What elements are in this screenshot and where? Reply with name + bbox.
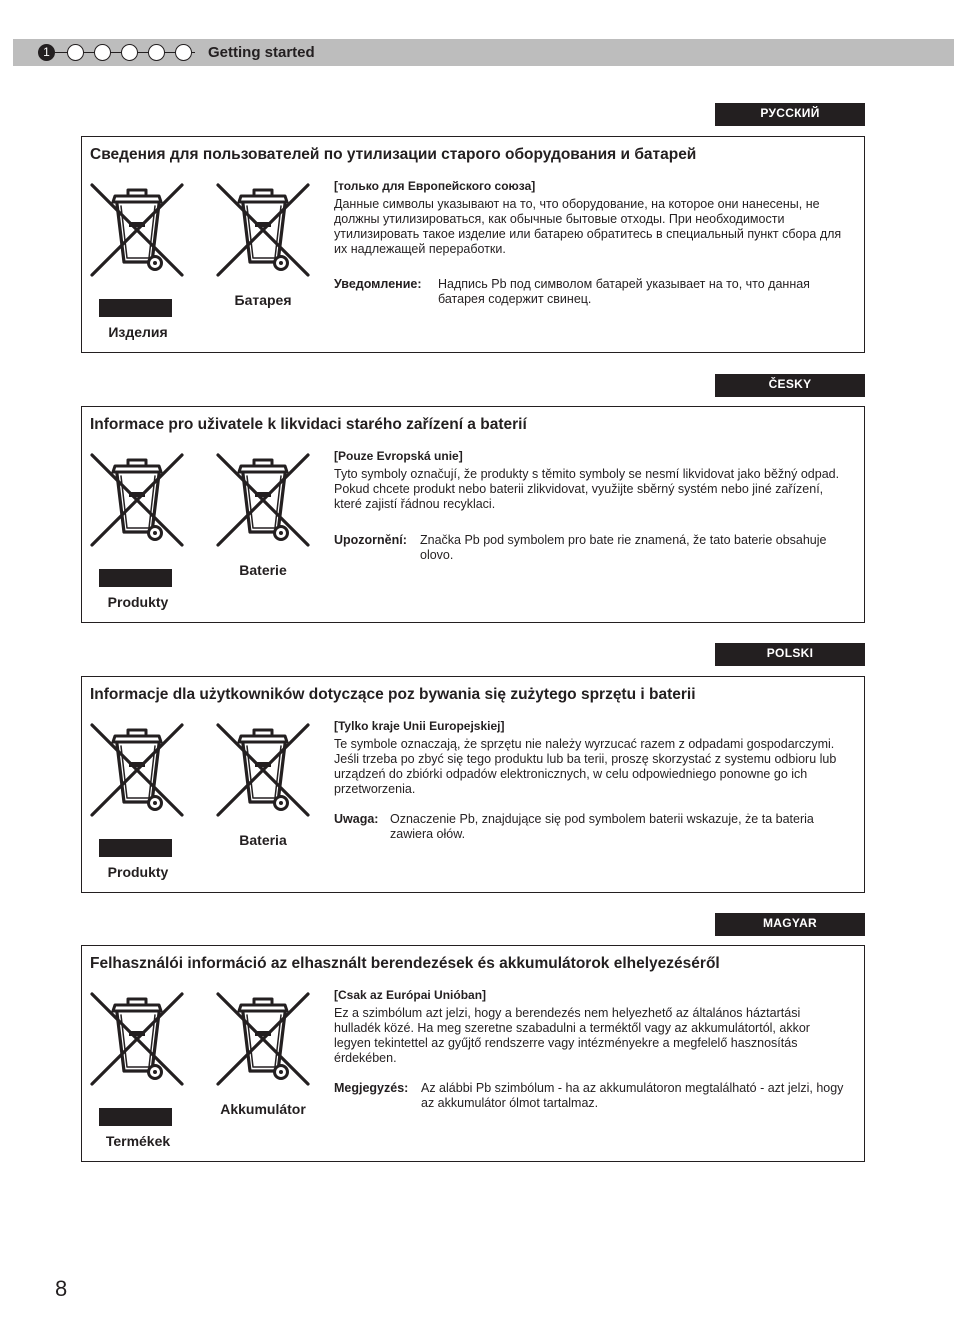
disposal-info-section-russian [81, 136, 865, 353]
progress-step [67, 44, 84, 61]
language-tag-hungarian: MAGYAR [715, 913, 865, 936]
battery-label: Baterie [239, 562, 287, 578]
notice-label: Upozornění: [334, 533, 407, 547]
black-bar-mark [99, 299, 172, 317]
crossed-out-bin-icon [215, 452, 311, 550]
progress-step [121, 44, 138, 61]
crossed-out-bin-icon [89, 182, 185, 280]
section-body: Te symbole oznaczają, że sprzętu nie należy wyrzucać razem z odpadami gospodarczymi. Jeśli trzeba po zbyć się tego produktu lub ba terii, proszę skorzystać z systemu odbioru lub urządzeń do zbiórki odpadów elektronicznych, w celu odpowiedniego ponowne go ich przetworzenia. [334, 737, 837, 796]
section-text [334, 719, 844, 842]
products-label: Produkty [107, 594, 169, 610]
black-bar-mark [99, 1108, 172, 1126]
language-tag-czech: ČESKY [715, 374, 865, 397]
black-bar-mark [99, 569, 172, 587]
crossed-out-bin-icon [89, 452, 185, 550]
section-body: Tyto symboly označují, že produkty s těmito symboly se nesmí likvidovat jako běžný odpad. Pokud chcete produkt nebo baterii zlikvidovat, využijte sběrný systém nebo jiné zařízení, které zajistí řádnou recyklaci. [334, 467, 840, 511]
eu-note: [только для Европейского союза] [334, 179, 536, 193]
notice-label: Уведомление: [334, 277, 422, 291]
crossed-out-bin-icon [89, 991, 185, 1089]
disposal-info-section-hungarian [81, 945, 865, 1162]
chapter-title: Getting started [208, 44, 315, 61]
section-title: Informace pro uživatele k likvidaci starého zařízení a baterií [90, 416, 527, 433]
eu-note: [Pouze Evropská unie] [334, 449, 463, 463]
notice-text: Надпись Pb под символом батарей указывает на то, что данная батарея содержит свинец. [438, 277, 810, 306]
notice-label: Uwaga: [334, 812, 379, 826]
products-label: Termékek [105, 1133, 171, 1149]
products-label: Изделия [108, 324, 168, 340]
section-text [334, 988, 844, 1111]
battery-label: Akkumulátor [220, 1101, 306, 1117]
disposal-info-section-czech [81, 406, 865, 623]
section-body: Ez a szimbólum azt jelzi, hogy a berendezés nem helyezhető az általános háztartási hulladék közé. Ha meg szeretne szabadulni a terméktől vagy az akkumulátortól, akkor legyen tekintettel az gyűjtő rendszerre vagy intézményekre a megfelelő hasznosítás érdekében. [334, 1006, 810, 1065]
crossed-out-bin-icon [215, 182, 311, 280]
battery-label: Батарея [234, 292, 292, 308]
crossed-out-bin-icon [215, 722, 311, 820]
crossed-out-bin-icon [215, 991, 311, 1089]
notice-label: Megjegyzés: [334, 1081, 409, 1095]
notice-text: Oznaczenie Pb, znajdujące się pod symbolem baterii wskazuje, że ta bateria zawiera ołów. [390, 812, 814, 841]
disposal-info-section-polish [81, 676, 865, 893]
progress-step [94, 44, 111, 61]
battery-label: Bateria [239, 832, 287, 848]
notice [334, 533, 844, 563]
language-tag-russian: РУССКИЙ [715, 103, 865, 126]
eu-note: [Tylko kraje Unii Europejskiej] [334, 719, 505, 733]
section-title: Сведения для пользователей по утилизации старого оборудования и батарей [90, 146, 697, 163]
products-label: Produkty [107, 864, 169, 880]
notice-text: Az alábbi Pb szimbólum - ha az akkumulátoron megtalálható - azt jelzi, hogy az akkumulátor ólmot tartalmaz. [421, 1081, 844, 1110]
notice-text: Značka Pb pod symbolem pro bate rie znamená, že tato baterie obsahuje olovo. [420, 533, 827, 562]
section-title: Informacje dla użytkowników dotyczące poz bywania się zużytego sprzętu i baterii [90, 686, 696, 703]
page-number: 8 [55, 1276, 68, 1301]
crossed-out-bin-icon [89, 722, 185, 820]
notice [334, 812, 844, 842]
black-bar-mark [99, 839, 172, 857]
progress-step-current: 1 [38, 44, 55, 61]
progress-step [175, 44, 192, 61]
section-title: Felhasználói információ az elhasznált berendezések és akkumulátorok elhelyezéséről [90, 955, 720, 972]
eu-note: [Csak az Európai Unióban] [334, 988, 487, 1002]
section-text [334, 179, 844, 307]
language-tag-polish: POLSKI [715, 643, 865, 666]
progress-step [148, 44, 165, 61]
notice [334, 1081, 844, 1111]
notice [334, 277, 844, 307]
section-text [334, 449, 844, 563]
section-body: Данные символы указывают на то, что оборудование, на которое они нанесены, не должны утилизироваться, как обычные бытовые отходы. При необходимости утилизировать такое изделие или батарею обратитесь в специальный пункт сбора для их надлежащей переработки. [334, 197, 842, 256]
